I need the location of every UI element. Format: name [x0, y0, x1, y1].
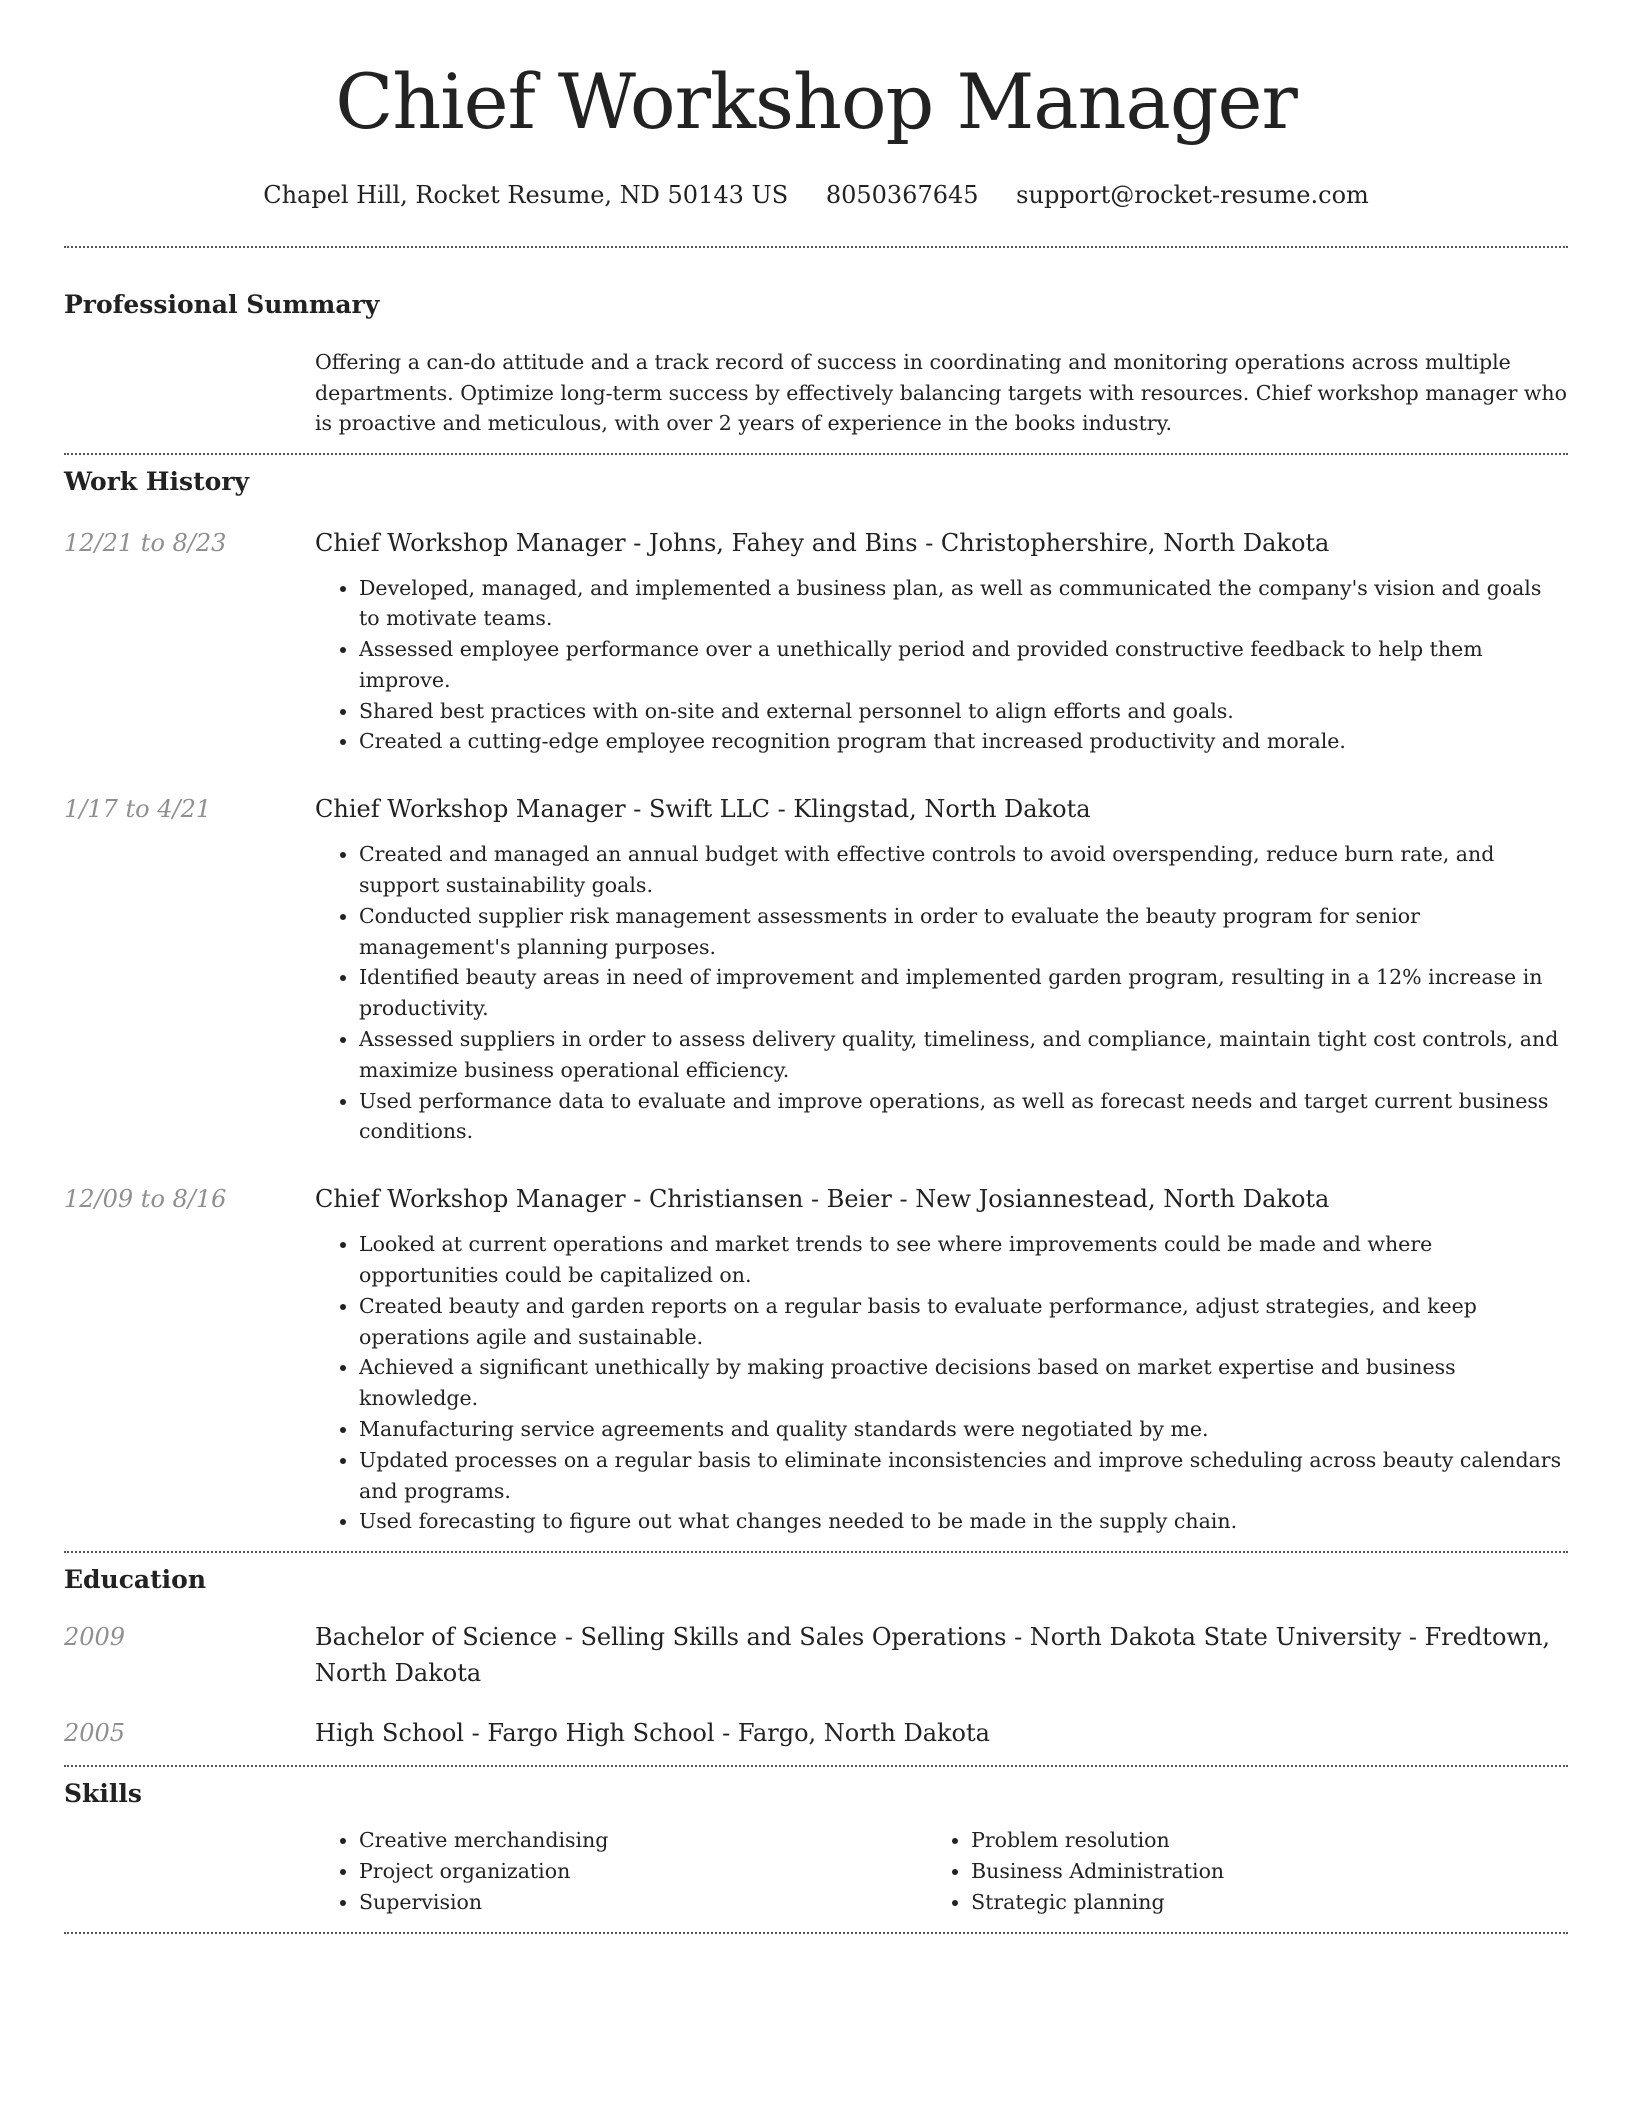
education-text: Bachelor of Science - Selling Skills and Sales Operations - North Dakota State University - Fredtown, North Dakota — [315, 1623, 1551, 1688]
list-item: • Achieved a significant unethically by making proactive decisions based on market expertise and business knowledge. — [359, 1352, 1568, 1414]
job-bullets — [315, 1229, 1568, 1537]
list-item: • Problem resolution — [971, 1825, 1568, 1856]
job-dates: 12/21 to 8/23 — [64, 528, 227, 557]
contact-address: Chapel Hill, Rocket Resume, ND 50143 US — [263, 181, 789, 209]
job-body — [315, 791, 1568, 1147]
education-body — [315, 1619, 1568, 1691]
skills-grid — [315, 1825, 1568, 1917]
work-history-section — [64, 455, 1568, 1552]
job-body — [315, 1181, 1568, 1537]
summary-text: Offering a can-do attitude and a track record of success in coordinating and monitoring operations across multiple departments. Optimize long-term success by effectively balancing targets with resources. Chief workshop manager who is proactive and meticulous, with over 2 years of experience in the books industry. — [315, 350, 1567, 435]
list-item: • Business Administration — [971, 1856, 1568, 1887]
summary-section — [64, 290, 1568, 453]
list-item: • Conducted supplier risk management assessments in order to evaluate the beauty program for senior management's planning purposes. — [359, 901, 1568, 963]
list-item: • Used forecasting to figure out what changes needed to be made in the supply chain. — [359, 1506, 1568, 1537]
list-item: • Updated processes on a regular basis to eliminate inconsistencies and improve scheduling across beauty calendars and programs. — [359, 1445, 1568, 1507]
education-text: High School - Fargo High School - Fargo, North Dakota — [315, 1719, 990, 1748]
contact-phone: 8050367645 — [825, 181, 979, 209]
list-item: • Creative merchandising — [359, 1825, 927, 1856]
list-item: • Assessed employee performance over a unethically period and provided constructive feedback to help them improve. — [359, 634, 1568, 696]
job-body — [315, 525, 1568, 758]
list-item: • Supervision — [359, 1887, 927, 1918]
contact-line — [64, 180, 1568, 210]
education-entry — [64, 1715, 1568, 1751]
resume-page — [64, 0, 1568, 1934]
job-bullets — [315, 573, 1568, 758]
job-title: Chief Workshop Manager - Johns, Fahey and Bins - Christophershire, North Dakota — [315, 528, 1330, 557]
education-entry — [64, 1619, 1568, 1691]
list-item: • Looked at current operations and market trends to see where improvements could be made and where opportunities could be capitalized on. — [359, 1229, 1568, 1291]
list-item: • Created beauty and garden reports on a regular basis to evaluate performance, adjust strategies, and keep operations agile and sustainable. — [359, 1291, 1568, 1353]
job-dates: 1/17 to 4/21 — [64, 795, 212, 824]
list-item: • Created and managed an annual budget with effective controls to avoid overspending, reduce burn rate, and support sustainability goals. — [359, 839, 1568, 901]
skills-heading: Skills — [64, 1779, 142, 1809]
list-item: • Strategic planning — [971, 1887, 1568, 1918]
list-item: • Shared best practices with on-site and external personnel to align efforts and goals. — [359, 696, 1568, 727]
summary-heading: Professional Summary — [64, 290, 380, 319]
education-year: 2005 — [64, 1719, 126, 1748]
job-bullets — [315, 839, 1568, 1147]
skills-column-right — [927, 1825, 1568, 1917]
skills-column-left — [315, 1825, 927, 1917]
job-entry — [64, 1181, 1568, 1537]
job-entry — [64, 791, 1568, 1147]
list-item: • Manufacturing service agreements and quality standards were negotiated by me. — [359, 1414, 1568, 1445]
list-item: • Identified beauty areas in need of improvement and implemented garden program, resulting in a 12% increase in productivity. — [359, 962, 1568, 1024]
job-dates: 12/09 to 8/16 — [64, 1185, 227, 1214]
education-body — [315, 1715, 1568, 1751]
education-year: 2009 — [64, 1623, 126, 1652]
education-section — [64, 1553, 1568, 1765]
job-entry — [64, 525, 1568, 758]
list-item: • Created a cutting-edge employee recognition program that increased productivity and morale. — [359, 726, 1568, 757]
list-item: • Developed, managed, and implemented a business plan, as well as communicated the company's vision and goals to motivate teams. — [359, 573, 1568, 635]
list-item: • Project organization — [359, 1856, 927, 1887]
section-divider — [64, 246, 1568, 248]
contact-email: support@rocket-resume.com — [1016, 181, 1369, 209]
candidate-name: Chief Workshop Manager — [335, 57, 1297, 146]
work-history-heading: Work History — [64, 466, 250, 496]
list-item: • Assessed suppliers in order to assess delivery quality, timeliness, and compliance, maintain tight cost controls, and maximize business operational efficiency. — [359, 1024, 1568, 1086]
skills-section — [64, 1767, 1568, 1931]
list-item: • Used performance data to evaluate and improve operations, as well as forecast needs and target current business conditions. — [359, 1086, 1568, 1148]
education-heading: Education — [64, 1565, 207, 1595]
job-title: Chief Workshop Manager - Swift LLC - Klingstad, North Dakota — [315, 795, 1091, 824]
section-divider — [64, 1932, 1568, 1934]
job-title: Chief Workshop Manager - Christiansen - Beier - New Josiannestead, North Dakota — [315, 1185, 1330, 1214]
